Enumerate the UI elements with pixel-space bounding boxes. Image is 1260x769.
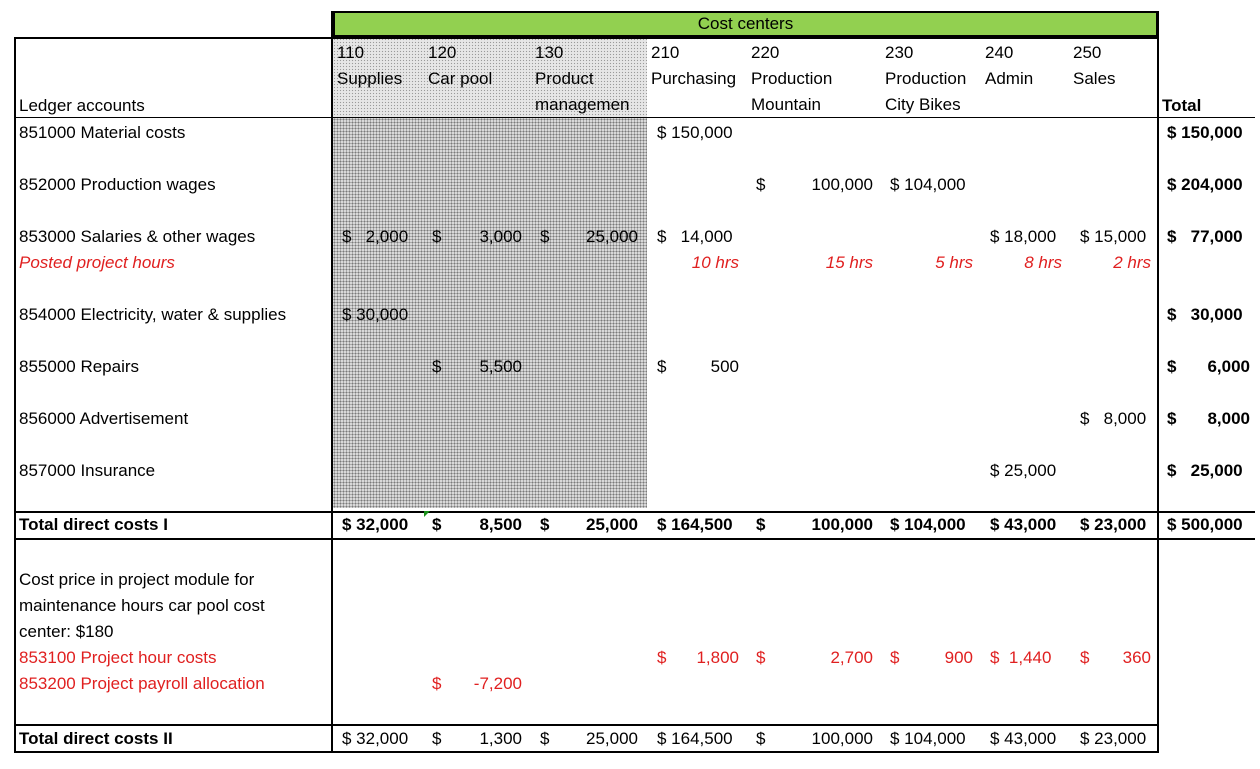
total-2-top-border (14, 724, 1159, 726)
cell-130-symbol: $ (540, 227, 550, 246)
cell-110: $ 32,000 (342, 729, 409, 748)
cell-250: $ 8,000 (1080, 409, 1147, 428)
col-230-code: 230 (885, 43, 914, 62)
cell-total: $ 150,000 (1167, 123, 1243, 142)
cell-240: $ 43,000 (990, 515, 1057, 534)
cell-220-symbol: $ (756, 515, 766, 534)
cell-130: 25,000 (586, 515, 638, 534)
col-220-name-2: Mountain (751, 95, 821, 114)
col-120-name: Car pool (428, 69, 493, 88)
row-label: 853200 Project payroll allocation (19, 674, 265, 693)
cell-total: 6,000 (1207, 357, 1250, 376)
cell-total: $ 77,000 (1167, 227, 1243, 246)
total-2-bottom-border (14, 751, 1159, 753)
row-label: 857000 Insurance (19, 461, 156, 480)
row-label: Posted project hours (19, 253, 175, 272)
cell-240: $ 25,000 (990, 461, 1057, 480)
cost-centers-title: Cost centers (697, 14, 794, 33)
total-1-top-border (14, 511, 1255, 513)
row-label: 853000 Salaries & other wages (19, 227, 256, 246)
row-label: Total direct costs II (19, 729, 173, 748)
cell-120-symbol: $ (432, 515, 442, 534)
cell-230: $ 104,000 (890, 175, 966, 194)
col-130-name: Product (535, 69, 594, 88)
col-210-name: Purchasing (651, 69, 737, 88)
note-line-1: Cost price in project module for (19, 570, 255, 589)
cell-220: 100,000 (811, 515, 873, 534)
col-230-name-2: City Bikes (885, 95, 961, 114)
col-240-code: 240 (985, 43, 1014, 62)
cell-120: 5,500 (479, 357, 522, 376)
total-header: Total (1162, 96, 1202, 115)
header-bottom-border (14, 117, 1159, 118)
cell-120-symbol: $ (432, 729, 442, 748)
cell-120-symbol: $ (432, 227, 442, 246)
cell-230: $ 104,000 (890, 515, 966, 534)
cell-120: 1,300 (479, 729, 522, 748)
row-label: 853100 Project hour costs (19, 648, 217, 667)
row-label: 854000 Electricity, water & supplies (19, 305, 287, 324)
col-110-code: 110 (337, 43, 365, 62)
cell-230-symbol: $ (890, 648, 900, 667)
cell-230: 5 hrs (935, 253, 973, 272)
cell-total: $ 30,000 (1167, 305, 1243, 324)
cell-110: $ 30,000 (342, 305, 409, 324)
cell-220: 2,700 (830, 648, 873, 667)
col-250-name: Sales (1073, 69, 1116, 88)
cell-total: $ 500,000 (1167, 515, 1243, 534)
cell-total-symbol: $ (1167, 409, 1177, 428)
col-130-code: 130 (535, 43, 564, 62)
cost-centers-right-border (1157, 11, 1159, 752)
cell-110: $ 2,000 (342, 227, 409, 246)
total-header-underline (1159, 117, 1255, 118)
cell-250: 360 (1122, 648, 1151, 667)
col-220-name: Production (751, 69, 833, 88)
cell-220: 100,000 (811, 729, 873, 748)
note-line-2: maintenance hours car pool cost (19, 596, 265, 615)
cell-130-symbol: $ (540, 729, 550, 748)
row-label: Total direct costs I (19, 515, 168, 534)
cell-220: 100,000 (811, 175, 873, 194)
cell-210: $ 164,500 (657, 729, 733, 748)
cell-220-symbol: $ (756, 648, 766, 667)
cell-130: 25,000 (586, 227, 638, 246)
cell-110: $ 32,000 (342, 515, 409, 534)
cell-240: $ 18,000 (990, 227, 1057, 246)
cell-230: $ 104,000 (890, 729, 966, 748)
cell-210: 1,800 (696, 648, 739, 667)
cell-210: $ 164,500 (657, 515, 733, 534)
cell-220-symbol: $ (756, 729, 766, 748)
ledger-column-border (331, 11, 333, 752)
cell-240: 8 hrs (1024, 253, 1062, 272)
cell-120-symbol: $ (432, 674, 442, 693)
col-240-name: Admin (985, 69, 1034, 88)
col-130-name-2: managemen (535, 95, 630, 114)
cell-210-symbol: $ (657, 357, 667, 376)
cell-210-symbol: $ (657, 648, 667, 667)
cell-130: 25,000 (586, 729, 638, 748)
row-label: 856000 Advertisement (19, 409, 189, 428)
cell-210: $ 14,000 (657, 227, 733, 246)
col-230-name: Production (885, 69, 967, 88)
cell-120: 8,500 (479, 515, 522, 534)
cell-120-symbol: $ (432, 357, 442, 376)
cell-marker-icon (424, 511, 430, 517)
total-1-bottom-border (14, 538, 1255, 540)
col-250-code: 250 (1073, 43, 1102, 62)
ledger-accounts-header: Ledger accounts (19, 96, 145, 115)
col-120-code: 120 (428, 43, 457, 62)
cell-total-symbol: $ (1167, 357, 1177, 376)
col-220-code: 220 (751, 43, 780, 62)
cell-250: $ 23,000 (1080, 515, 1147, 534)
row-label: 851000 Material costs (19, 123, 186, 142)
row-label: 855000 Repairs (19, 357, 140, 376)
cell-130-symbol: $ (540, 515, 550, 534)
col-210-code: 210 (651, 43, 680, 62)
row-label: 852000 Production wages (19, 175, 216, 194)
cell-220: 15 hrs (825, 253, 873, 272)
cell-total: 8,000 (1207, 409, 1250, 428)
cell-230: 900 (944, 648, 973, 667)
cell-250: $ 23,000 (1080, 729, 1147, 748)
cell-210: 10 hrs (691, 253, 739, 272)
table-top-border (14, 37, 1159, 39)
cell-210: 500 (710, 357, 739, 376)
cell-240: $ 1,440 (990, 648, 1052, 667)
cell-120: -7,200 (473, 674, 522, 693)
cell-250-symbol: $ (1080, 648, 1090, 667)
cell-220-symbol: $ (756, 175, 766, 194)
note-line-3: center: $180 (19, 622, 114, 641)
cell-total: $ 25,000 (1167, 461, 1243, 480)
cell-240: $ 43,000 (990, 729, 1057, 748)
cell-120: 3,000 (479, 227, 522, 246)
col-110-name: Supplies (337, 69, 403, 88)
cell-250: $ 15,000 (1080, 227, 1147, 246)
cell-total: $ 204,000 (1167, 175, 1243, 194)
cell-210: $ 150,000 (657, 123, 733, 142)
cell-250: 2 hrs (1113, 253, 1151, 272)
table-left-border (14, 37, 16, 752)
